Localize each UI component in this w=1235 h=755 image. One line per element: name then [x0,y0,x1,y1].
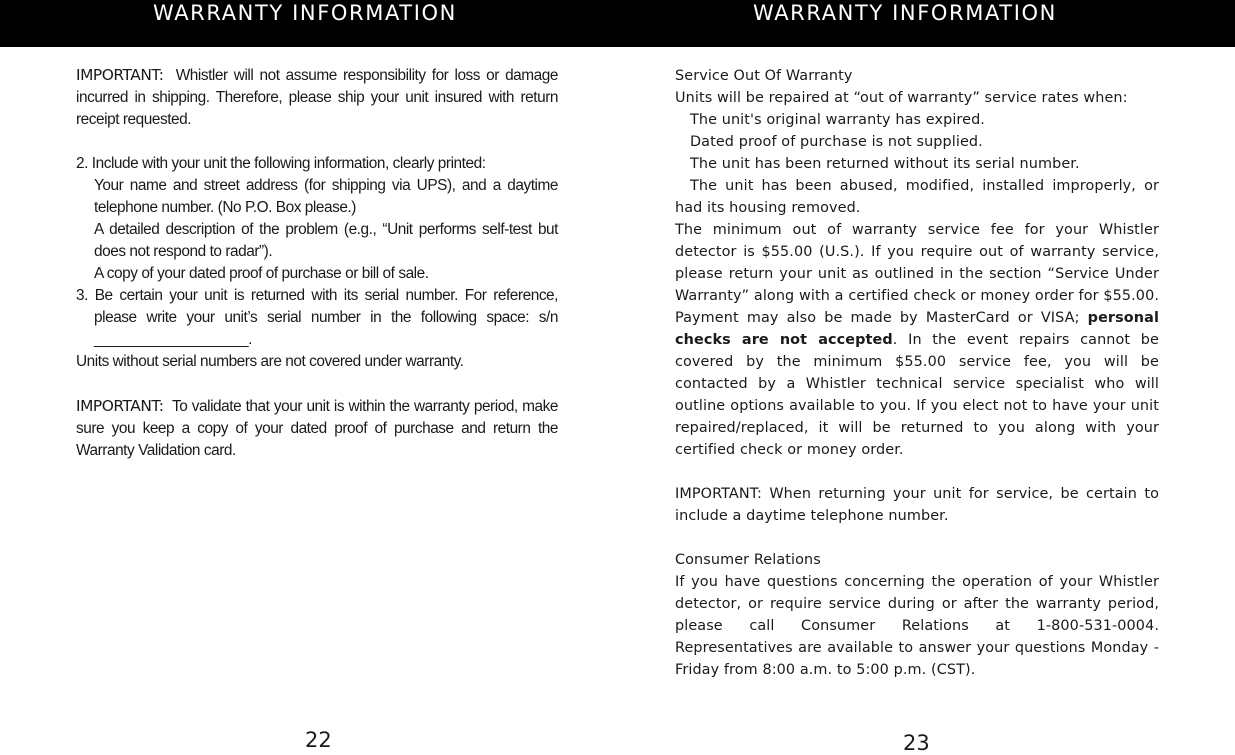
fee-text-2: . In the event repairs cannot be covered by the minimum $55.00 service fee, you will be contacted by a Whistler technical service specialist who will outline options available to you. If you elect not to have your unit repaired/replaced, it will be returned to you along with your certified check or money order. [675,332,1159,458]
item-2-sub-1: Your name and street address (for shipping via UPS), and a daytime telephone number. (No P.O. Box please.) [94,177,558,216]
important-shipping-paragraph [76,64,558,131]
right-page-title: WARRANTY INFORMATION [753,1,1057,25]
important-label: IMPORTANT: [76,397,164,415]
condition-item: The unit has been returned without its serial number. [690,156,1080,172]
item-2-sub-2: A detailed description of the problem (e.g., “Unit performs self-test but does not respond to radar”). [94,221,558,260]
left-page-body [76,64,558,462]
consumer-text: If you have questions concerning the operation of your Whistler detector, or require service during or after the warranty period, please call Consumer Relations at 1-800-531-0004. Representatives are available to answer your questions Monday - Friday from 8:00 a.m. to 5:00 p.m. (CST). [675,574,1159,678]
important-shipping-text: Whistler will not assume responsibility for loss or damage incurred in shipping. Therefore, please ship your unit insured with return receipt requested. [76,67,558,128]
item-3: 3. Be certain your unit is returned with its serial number. For reference, please write your unit’s serial number in the following space: s/n ___________________. [76,287,558,348]
page-number-left: 22 [305,728,332,752]
condition-item: The unit's original warranty has expired. [690,112,985,128]
service-intro: Units will be repaired at “out of warranty” service rates when: [675,90,1128,106]
page-number-right: 23 [903,731,930,755]
fee-paragraph [675,219,1159,461]
consumer-heading: Consumer Relations [675,552,821,568]
right-page-body [675,65,1159,681]
important-phone-paragraph [675,483,1159,527]
left-page-title: WARRANTY INFORMATION [153,1,457,25]
condition-item: Dated proof of purchase is not supplied. [690,134,983,150]
item-2-intro: 2. Include with your unit the following information, clearly printed: [76,155,486,172]
item-2-sub-3: A copy of your dated proof of purchase or bill of sale. [94,265,429,282]
serial-note: Units without serial numbers are not covered under warranty. [76,353,464,370]
important-validation-paragraph [76,395,558,462]
condition-item: The unit has been abused, modified, installed improperly, or had its housing removed. [675,178,1159,216]
important-phone-text: When returning your unit for service, be certain to include a daytime telephone number. [675,486,1159,524]
no-personal-checks: personal checks are not accepted [675,310,1159,348]
important-label: IMPORTANT: [76,66,164,84]
important-label: IMPORTANT: [675,486,762,502]
important-validation-text: To validate that your unit is within the warranty period, make sure you keep a copy of your dated proof of purchase and return the Warranty Validation card. [76,398,558,459]
header-bar [0,0,1235,47]
service-heading: Service Out Of Warranty [675,68,853,84]
fee-text-1: The minimum out of warranty service fee for your Whistler detector is $55.00 (U.S.). If you require out of warranty service, please return your unit as outlined in the section “Service Under Warranty” along with a certified check or money order for $55.00. Payment may also be made by MasterCard or VISA; [675,222,1159,326]
